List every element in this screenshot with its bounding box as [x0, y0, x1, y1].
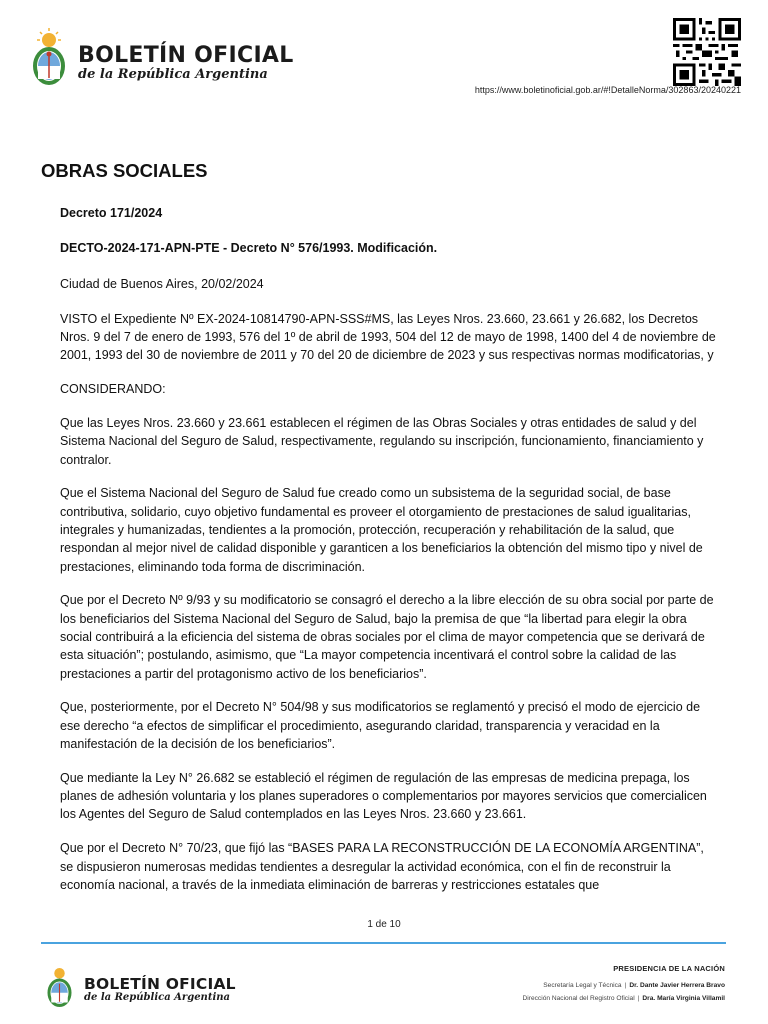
- paragraph: Que por el Decreto Nº 9/93 y su modificatorio se consagró el derecho a la libre elección de su obra social por parte de los beneficiarios del Sistema Nacional del Seguro de Salud, bajo la premisa de que “la libertad para elegir la obra social contribuirá a la eficiencia del sistema de obras sociales por el clima de mayor competencia que se derivará de esta situación”; postulando, asimismo, que “La mayor competencia incentivará el control sobre la calidad de las prestaciones a partir del protagonismo activo de los beneficiarios”.: [60, 593, 714, 681]
- footer-credit-line-1: [543, 982, 725, 989]
- decree-number: Decreto 171/2024: [60, 206, 163, 220]
- paragraph-considerando: CONSIDERANDO:: [60, 382, 166, 397]
- footer-credit-label: Secretaría Legal y Técnica: [543, 982, 622, 989]
- paragraph: Que por el Decreto N° 70/23, que fijó las “BASES PARA LA RECONSTRUCCIÓN DE LA ECONOMÍA ARGENTINA”, se dispusieron numerosas medidas tendientes a desregular la actividad económica, con el fin de reconstruir la economía nacional, a través de la inmediata eliminación de barreras y restricciones estatales que: [60, 841, 704, 892]
- brand-subtitle: de la República Argentina: [78, 67, 268, 82]
- document-body: [60, 204, 720, 910]
- footer-divider: [41, 942, 726, 944]
- presidencia-label: PRESIDENCIA DE LA NACIÓN: [613, 964, 725, 973]
- document-url[interactable]: https://www.boletinoficial.gob.ar/#!DetalleNorma/302863/20240221: [474, 85, 741, 95]
- section-title: OBRAS SOCIALES: [41, 160, 208, 181]
- paragraph: Que mediante la Ley N° 26.682 se estableció el régimen de regulación de las empresas de medicina prepaga, los planes de adhesión voluntaria y los planes superadores o complementarios por mayores servicios que comercialicen los Agentes del Seguro de Salud contemplados en las Leyes Nros. 23.660 y 23.661.: [60, 770, 707, 822]
- footer-credit-line-2: [523, 995, 725, 1002]
- footer-credit-label: Dirección Nacional del Registro Oficial: [522, 995, 635, 1002]
- page-number: 1 de 10: [367, 919, 401, 930]
- footer-brand-title: BOLETÍN OFICIAL: [84, 975, 236, 993]
- paragraph: Que el Sistema Nacional del Seguro de Salud fue creado como un subsistema de la seguridad social, de base contributiva, solidario, cuyo objetivo fundamental es proveer el otorgamiento de prestaciones de salud igualitarias, integrales y humanizadas, tendientes a la promoción, protección, recuperación y rehabilitación de la salud, que respondan al mejor nivel de calidad disponible y garanticen a los beneficiarios la obtención del mismo tipo y nivel de prestaciones, eliminando toda forma de discriminación.: [60, 486, 703, 574]
- footer-brand-subtitle: de la República Argentina: [84, 992, 230, 1003]
- footer-separator: |: [624, 982, 627, 989]
- brand-title: BOLETÍN OFICIAL: [78, 43, 294, 68]
- document-header: [0, 0, 768, 110]
- footer-credit-name: Dra. María Virginia Villamil: [642, 995, 725, 1002]
- qr-code-icon: [673, 18, 741, 86]
- place-date: Ciudad de Buenos Aires, 20/02/2024: [60, 276, 264, 291]
- paragraph: Que las Leyes Nros. 23.660 y 23.661 establecen el régimen de las Obras Sociales y otras entidades de salud y del Sistema Nacional del Seguro de Salud, respectivamente, regulando su inscripción, funcionamiento, financiamiento y contralor.: [60, 416, 704, 467]
- footer-credit-name: Dr. Dante Javier Herrera Bravo: [629, 982, 725, 989]
- decree-reference: DECTO-2024-171-APN-PTE - Decreto N° 576/1993. Modificación.: [60, 241, 438, 256]
- national-seal-icon: [43, 962, 76, 1010]
- paragraph: Que, posteriormente, por el Decreto N° 504/98 y sus modificatorios se reglamentó y precisó el modo de ejercicio de ese derecho “a efectos de simplificar el procedimiento, asegurando claridad, transparencia y veracidad en la manifestación de la decisión de los beneficiarios”.: [60, 700, 701, 752]
- footer-separator: |: [637, 995, 640, 1002]
- paragraph-visto: VISTO el Expediente Nº EX-2024-10814790-APN-SSS#MS, las Leyes Nros. 23.660, 23.661 y 26.682, los Decretos Nros. 9 del 7 de enero de 1993, 576 del 1º de abril de 1993, 504 del 12 de mayo de 1998, 1400 del 4 de noviembre de 2001, 1993 del 30 de noviembre de 2011 y 70 del 20 de diciembre de 2023 y sus respectivas normas modificatorias, y: [60, 311, 716, 363]
- national-seal-icon: [27, 26, 71, 88]
